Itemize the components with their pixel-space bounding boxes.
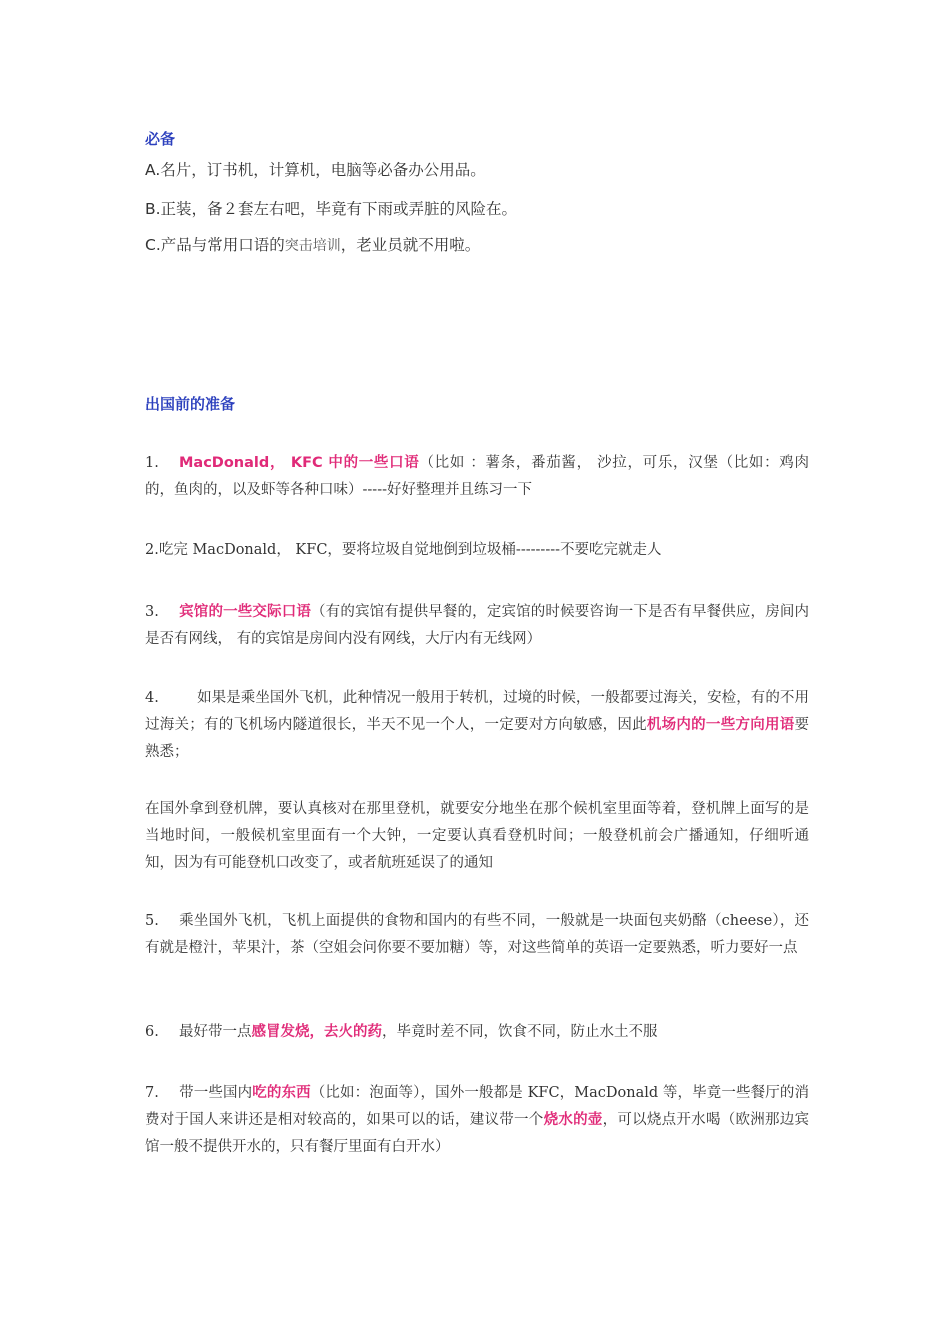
essentials-item-c-prefix: C.产品与常用口语的	[145, 236, 285, 254]
prep-item-6-text-before: 最好带一点	[179, 1024, 252, 1040]
prep-item-4-text-before: 如果是乘坐国外飞机，此种情况一般用于转机，过境的时候，一般都要过海关，安检，有的不用过海关；有的飞机场内隧道很长，半天不见一个人，一定要对方向敏感，因此	[145, 690, 809, 733]
prep-item-5-number: 5.	[145, 913, 159, 929]
prep-item-3-highlight: 宾馆的一些交际口语	[179, 604, 312, 620]
prep-item-4	[145, 685, 809, 766]
boarding-paragraph	[145, 796, 809, 877]
prep-item-3	[145, 599, 809, 653]
prep-item-4-highlight: 机场内的一些方向用语	[646, 717, 795, 733]
prep-item-5	[145, 908, 809, 962]
section-heading-essentials: 必备	[145, 130, 176, 148]
prep-item-7	[145, 1080, 809, 1161]
prep-item-3-text: （有的宾馆有提供早餐的，定宾馆的时候要咨询一下是否有早餐供应，房间内是否有网线， 有的宾馆是房间内没有网线，大厅内有无线网）	[145, 604, 810, 647]
prep-item-1-highlight: MacDonald， KFC 中的一些口语	[179, 455, 420, 471]
prep-item-2	[145, 537, 809, 564]
prep-item-6-number: 6.	[145, 1024, 159, 1040]
essentials-item-c-suffix: ，老业员就不用啦。	[340, 236, 481, 254]
prep-item-4-number: 4.	[145, 690, 159, 706]
essentials-item-b-text: B.正装，备２套左右吧，毕竟有下雨或弄脏的风险在。	[145, 200, 518, 218]
prep-item-7-number: 7.	[145, 1085, 159, 1101]
prep-item-3-number: 3.	[145, 604, 159, 620]
prep-item-7-text-mid: （比如：泡面等），国外一般都是 KFC，MacDonald 等，毕竟一些餐厅的消费对于国人来讲还是相对较高的，如果可以的话，建议带一个	[145, 1085, 810, 1128]
prep-item-6-text-after: ，毕竟时差不同，饮食不同，防止水土不服	[382, 1024, 658, 1040]
boarding-paragraph-text: 在国外拿到登机牌，要认真核对在那里登机，就要安分地坐在那个候机室里面等着，登机牌上面写的是当地时间，一般候机室里面有一个大钟，一定要认真看登机时间；一般登机前会广播通知，仔细听通知，因为有可能登机口改变了，或者航班延误了的通知	[145, 801, 809, 871]
essentials-item-a	[145, 158, 486, 180]
prep-item-7-text-after: ，可以烧点开水喝（欧洲那边宾馆一般不提供开水的，只有餐厅里面有白开水）	[145, 1112, 810, 1155]
essentials-item-b	[145, 197, 517, 219]
prep-item-5-text: 乘坐国外飞机，飞机上面提供的食物和国内的有些不同，一般就是一块面包夹奶酪（cheese），还有就是橙汁，苹果汁，茶（空姐会问你要不要加糖）等，对这些简单的英语一定要熟悉，听力要好一点	[145, 913, 809, 956]
prep-item-1-text: （比如 ：薯条，番茄酱， 沙拉，可乐，汉堡（比如：鸡肉的，鱼肉的，以及虾等各种口味）-----好好整理并且练习一下	[145, 455, 809, 498]
essentials-item-a-text: A.名片，订书机，计算机，电脑等必备办公用品。	[145, 161, 486, 179]
prep-item-1-number: 1.	[145, 455, 159, 471]
prep-item-4-text-after: 要熟悉；	[145, 717, 810, 760]
prep-item-7-highlight: 吃的东西	[252, 1085, 311, 1101]
prep-item-7-highlight-2: 烧水的壶	[543, 1112, 603, 1128]
prep-item-6-highlight: 感冒发烧，去火的药	[251, 1024, 382, 1040]
prep-item-2-text: 吃完 MacDonald， KFC，要将垃圾自觉地倒到垃圾桶---------不要吃完就走人	[158, 542, 662, 558]
prep-item-2-number: 2.	[145, 542, 159, 558]
section-heading-preparation: 出国前的准备	[145, 395, 236, 413]
prep-item-6	[145, 1019, 809, 1046]
prep-item-1	[145, 450, 809, 504]
prep-item-7-text-before: 带一些国内	[179, 1085, 253, 1101]
essentials-item-c	[145, 233, 480, 255]
essentials-item-c-serif: 突击培训	[284, 238, 341, 254]
